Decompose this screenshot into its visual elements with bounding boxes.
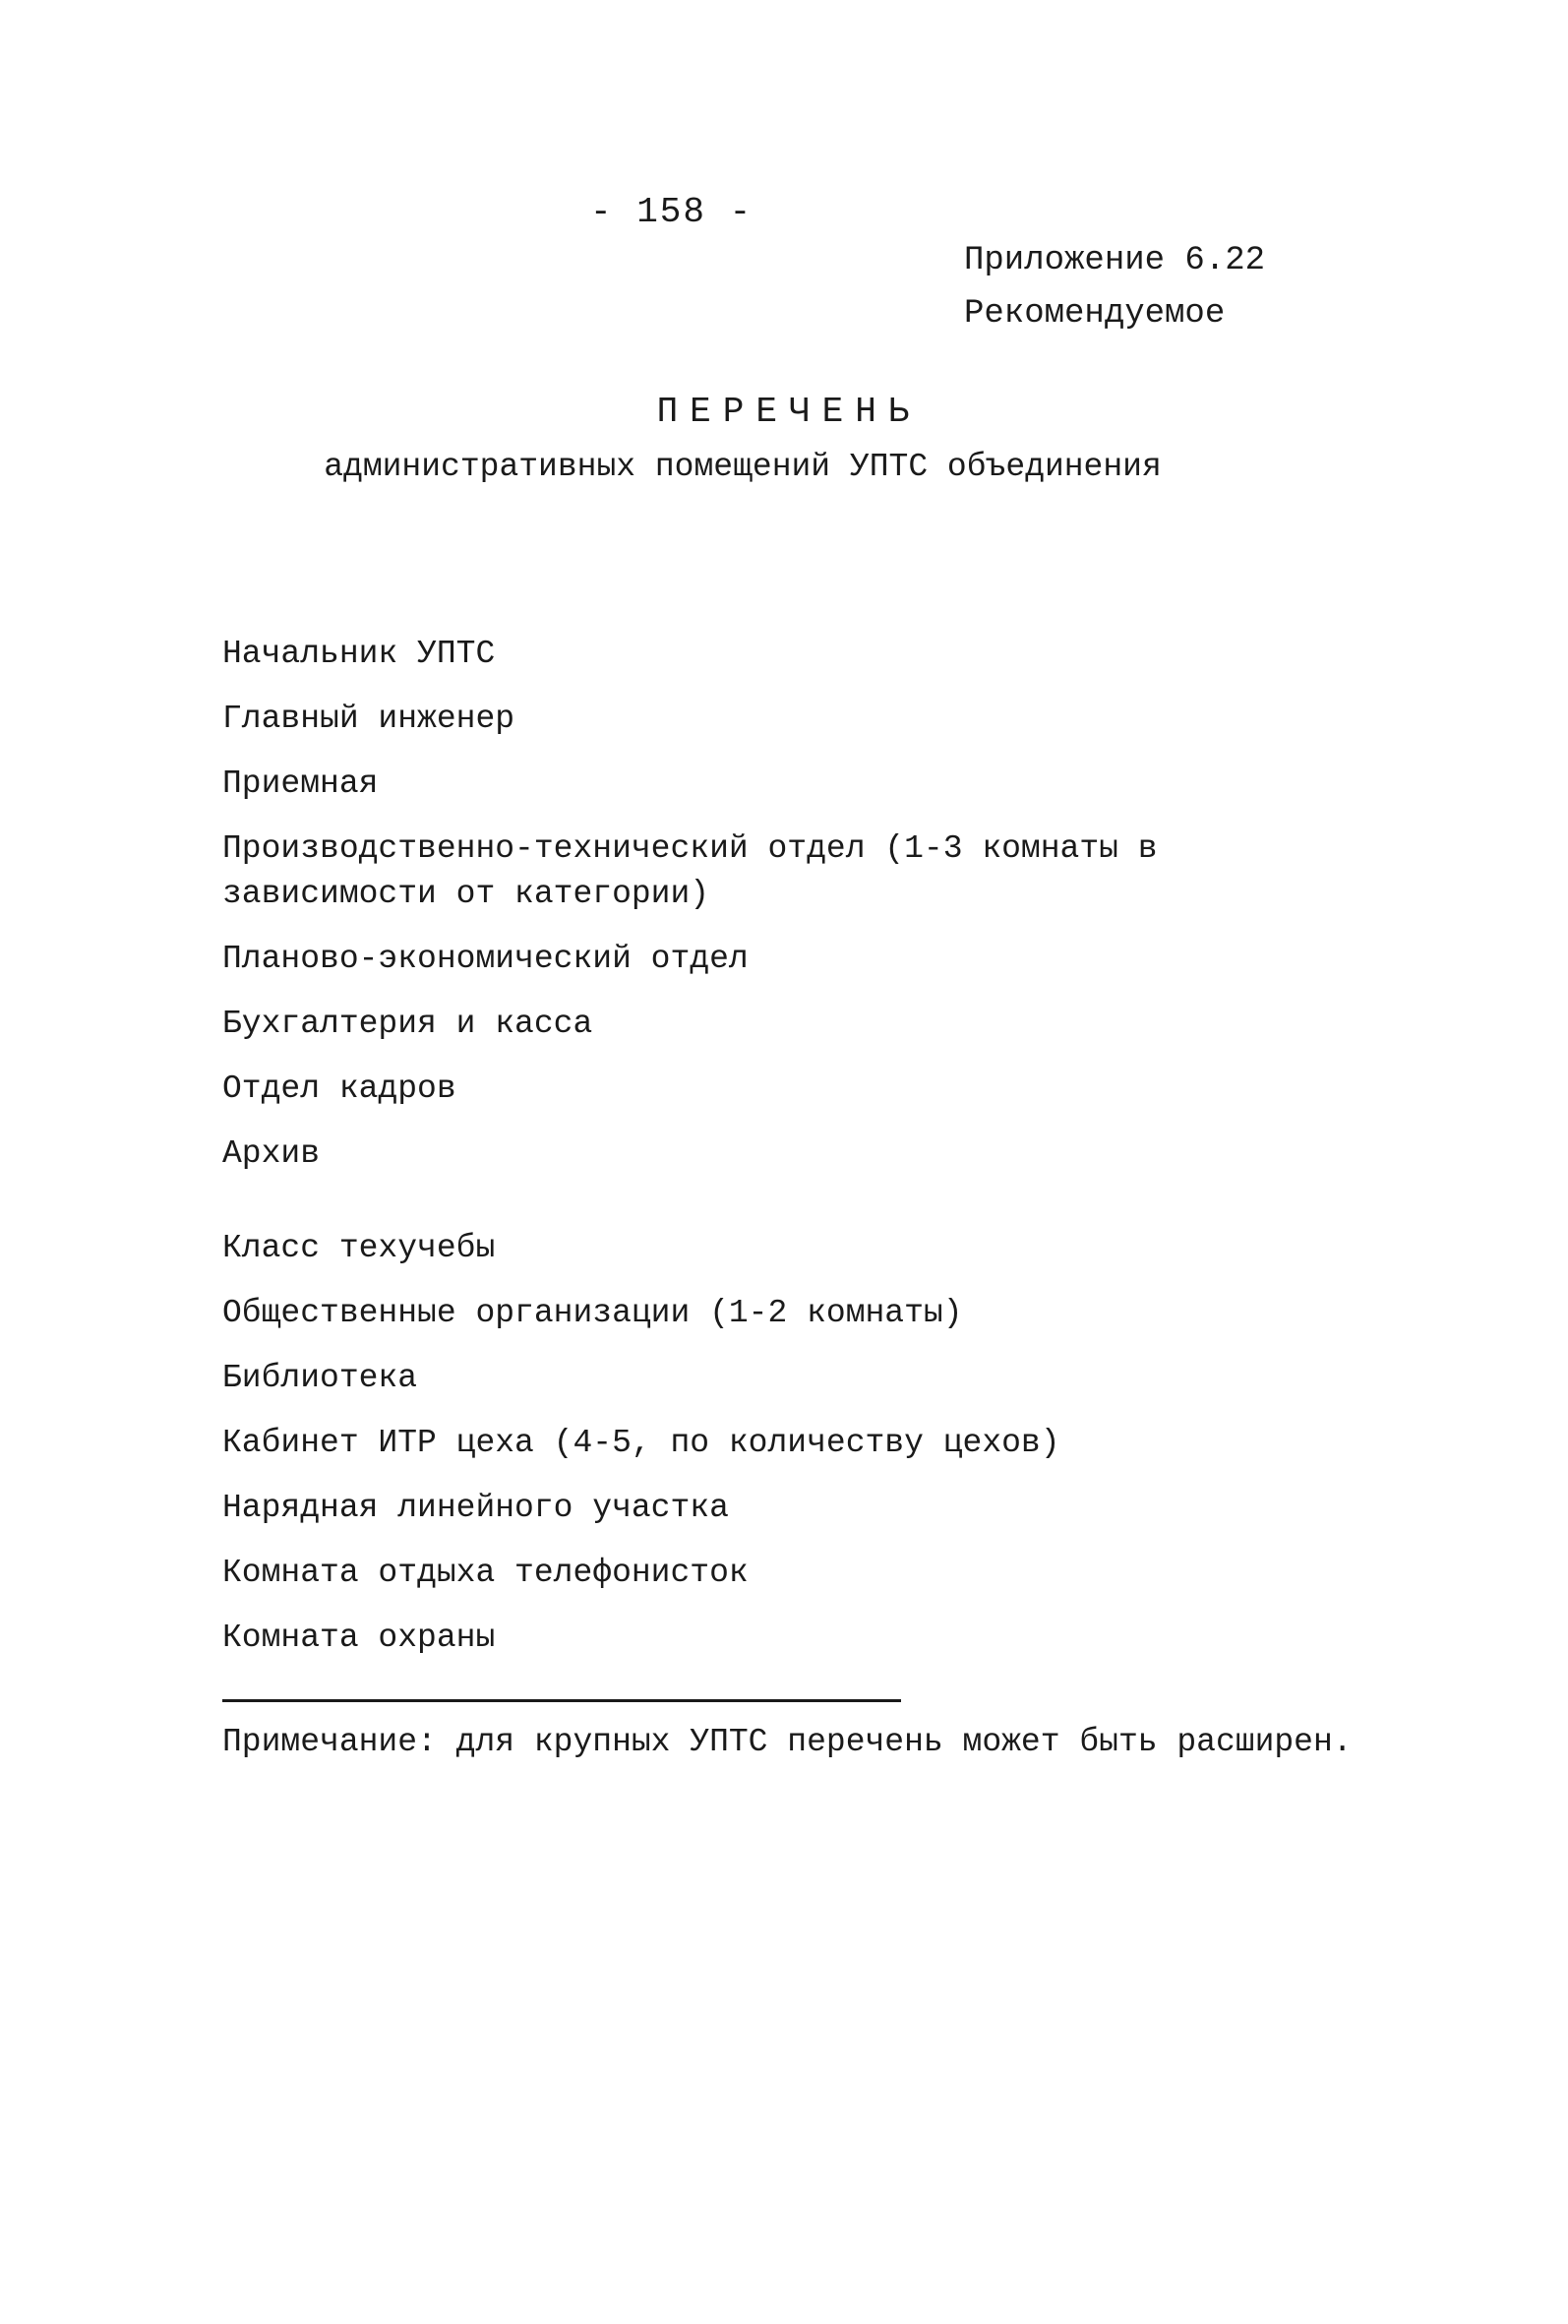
list-item: Отдел кадров (222, 1070, 456, 1107)
list-item: Комната отдыха телефонисток (222, 1555, 749, 1591)
list-item: Главный инженер (222, 701, 515, 737)
appendix-label: Приложение 6.22 (964, 242, 1266, 279)
premises-list (222, 622, 1403, 1671)
list-item: Планово-экономический отдел (222, 941, 749, 977)
list-item: Комната охраны (222, 1620, 496, 1656)
list-item: Общественные организации (1-2 комнаты) (222, 1295, 963, 1331)
list-item: Библиотека (222, 1360, 418, 1396)
footnote-divider (222, 1699, 901, 1702)
list-item: Кабинет ИТР цеха (4-5, по количеству цехов) (222, 1425, 1060, 1461)
document-title: ПЕРЕЧЕНЬ (656, 392, 922, 432)
list-item: Производственно-технический отдел (1-3 комнаты в зависимости от категории) (222, 830, 1158, 912)
list-item: Бухгалтерия и касса (222, 1006, 593, 1042)
list-item: Архив (222, 1135, 321, 1172)
list-item: Нарядная линейного участка (222, 1490, 729, 1526)
document-subtitle: административных помещений УПТС объединения (324, 449, 1162, 485)
list-item: Приемная (222, 765, 379, 802)
list-item: Класс техучебы (222, 1230, 496, 1266)
appendix-block (964, 234, 1265, 340)
list-item: Начальник УПТС (222, 636, 496, 672)
page-number: - 158 - (590, 192, 754, 232)
appendix-status: Рекомендуемое (964, 295, 1226, 333)
footnote-text: Примечание: для крупных УПТС перечень может быть расширен. (222, 1724, 1353, 1760)
